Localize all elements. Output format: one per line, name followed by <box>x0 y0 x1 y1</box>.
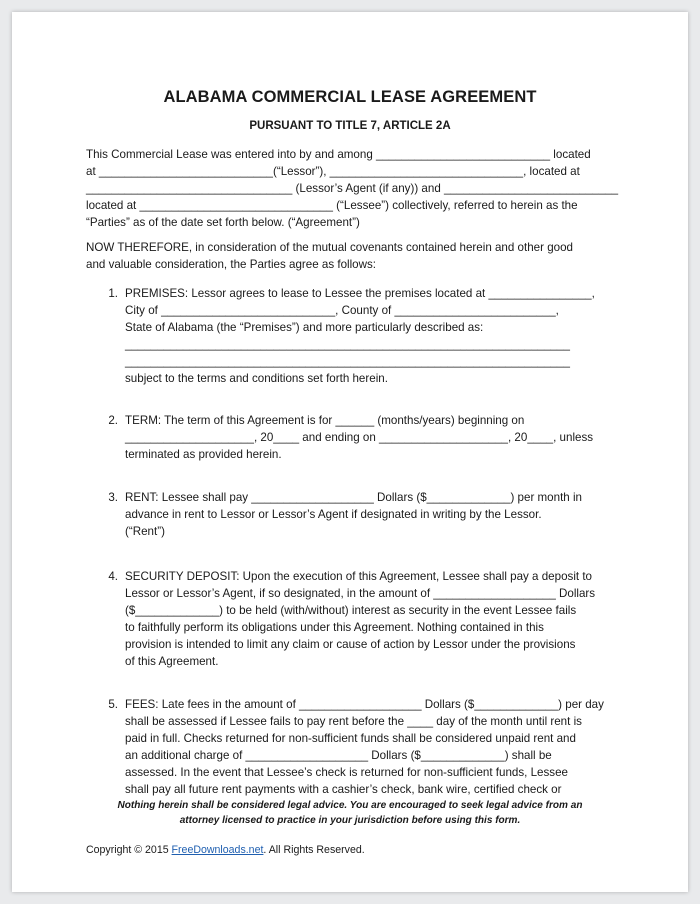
copyright-prefix: Copyright © 2015 <box>86 844 172 856</box>
section-line: PREMISES: Lessor agrees to lease to Lessee the premises located at ________________, <box>125 287 595 300</box>
section-line: advance in rent to Lessor or Lessor’s Agent if designated in writing by the Lessor. <box>125 508 542 521</box>
legal-disclaimer <box>12 799 688 828</box>
section-line: FEES: Late fees in the amount of ___________________ Dollars ($_____________) per day <box>125 698 604 711</box>
now-therefore-paragraph <box>86 239 573 273</box>
document-page <box>12 12 688 892</box>
copyright-footer <box>86 844 365 856</box>
section-line: of this Agreement. <box>125 655 219 668</box>
section-line: ($_____________) to be held (with/without) interest as security in the event Lessee fails <box>125 604 577 617</box>
section-line: terminated as provided herein. <box>125 448 282 461</box>
document-subtitle: PURSUANT TO TITLE 7, ARTICLE 2A <box>249 120 451 132</box>
section-fees <box>125 696 604 798</box>
section-line: RENT: Lessee shall pay ___________________ Dollars ($_____________) per month in <box>125 491 582 504</box>
section-line: _____________________________________________________________________ <box>125 338 570 351</box>
section-number: 4. <box>108 570 118 583</box>
section-line: (“Rent”) <box>125 525 165 538</box>
section-line: State of Alabama (the “Premises”) and more particularly described as: <box>125 321 484 334</box>
section-number: 1. <box>108 287 118 300</box>
intro-line: ________________________________ (Lessor’s Agent (if any)) and ___________________________ <box>86 182 619 195</box>
intro-line: This Commercial Lease was entered into by and among ___________________________ located <box>86 148 591 161</box>
intro-line: at ___________________________(“Lessor”), ______________________________, located at <box>86 165 580 178</box>
section-line: paid in full. Checks returned for non-sufficient funds shall be considered unpaid rent and <box>125 732 576 745</box>
section-line: ____________________, 20____ and ending on ____________________, 20____, unless <box>125 431 594 444</box>
section-line: assessed. In the event that Lessee’s check is returned for non-sufficient funds, Lessee <box>125 766 568 779</box>
section-line: SECURITY DEPOSIT: Upon the execution of this Agreement, Lessee shall pay a deposit to <box>125 570 593 583</box>
section-line: shall pay all future rent payments with a cashier’s check, bank wire, certified check or <box>125 783 562 796</box>
intro-paragraph <box>86 146 618 231</box>
section-line: Lessor or Lessor’s Agent, if so designated, in the amount of ___________________ Dollars <box>125 587 596 600</box>
section-line: _____________________________________________________________________ <box>125 355 570 368</box>
document-title: ALABAMA COMMERCIAL LEASE AGREEMENT <box>163 88 537 106</box>
disclaimer-line: Nothing herein shall be considered legal advice. You are encouraged to seek legal advice from an <box>117 800 583 811</box>
section-line: TERM: The term of this Agreement is for ______ (months/years) beginning on <box>125 414 525 427</box>
now-therefore-line: NOW THEREFORE, in consideration of the mutual covenants contained herein and other good <box>86 241 573 254</box>
intro-line: “Parties” as of the date set forth below. (“Agreement”) <box>86 216 360 229</box>
section-line: an additional charge of ___________________ Dollars ($_____________) shall be <box>125 749 552 762</box>
section-number: 5. <box>108 698 118 711</box>
disclaimer-line: attorney licensed to practice in your jurisdiction before using this form. <box>179 814 521 826</box>
copyright-suffix: . All Rights Reserved. <box>263 844 365 856</box>
now-therefore-line: and valuable consideration, the Parties agree as follows: <box>86 258 377 271</box>
section-line: City of ___________________________, County of _________________________, <box>125 304 559 317</box>
section-premises <box>125 285 595 387</box>
section-number: 3. <box>108 491 118 504</box>
intro-line: located at ______________________________ (“Lessee”) collectively, referred to herein as the <box>86 199 578 212</box>
section-term <box>125 412 593 463</box>
section-line: to faithfully perform its obligations under this Agreement. Nothing contained in this <box>125 621 544 634</box>
section-number: 2. <box>108 414 118 427</box>
section-line: subject to the terms and conditions set forth herein. <box>125 372 388 385</box>
section-line: shall be assessed if Lessee fails to pay rent before the ____ day of the month until rent is <box>125 715 582 728</box>
freedownloads-link[interactable]: FreeDownloads.net <box>171 844 264 856</box>
section-line: provision is intended to limit any claim or cause of action by Lessor under the provisions <box>125 638 576 651</box>
section-rent <box>125 489 582 540</box>
section-security-deposit <box>125 568 595 670</box>
